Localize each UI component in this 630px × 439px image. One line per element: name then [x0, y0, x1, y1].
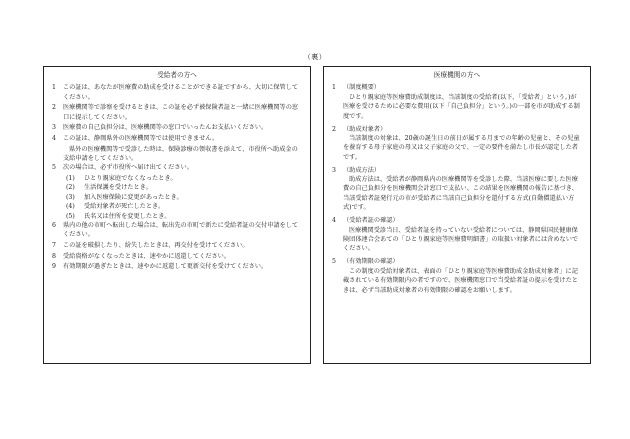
sub-list-item [52, 212, 302, 221]
item-number: 3 [52, 124, 56, 132]
section-number: 3 [332, 166, 336, 174]
section-heading: （有効期限の確認） [343, 258, 399, 266]
section-body: 医療機関受診当日、受給者証を持っていない受給者については、静岡県国民健康保険団体連合会あての「ひとり親家庭等医療費明細書」の取扱い対象者には含めないでください。 [343, 226, 579, 253]
section-body: 当該制度の対象は、20歳の誕生日の前日が属する月までの年齢の児童と、その児童を養育する母子家庭の母又は父子家庭の父で、一定の要件を満たし市長が認定した者です。 [343, 134, 580, 161]
sub-item-text: ひとり親家庭でなくなったとき。 [84, 175, 177, 182]
sub-item-number: (1) [66, 175, 75, 182]
section-number: 4 [332, 217, 336, 225]
item-text: 有効期限が過ぎたときは、速やかに返還して更新交付を受けてください。 [63, 263, 268, 271]
section-number: 1 [332, 84, 336, 92]
list-item [52, 134, 302, 143]
section-number: 5 [332, 258, 336, 266]
section-heading: （助成対象者） [343, 125, 387, 133]
item-text: この証を破損したり、紛失したときは、再交付を受けてください。 [63, 242, 249, 250]
item-text: 次の場合は、必ず市役所へ届け出てください。 [63, 164, 193, 172]
item-number: 9 [52, 263, 56, 271]
list-item [52, 103, 302, 122]
item-text: この証は、あなたが医療費の助成を受けることができる証ですから、大切に保管してください。 [63, 84, 299, 101]
list-item [52, 123, 302, 132]
recipient-notice-title: 受給者の方へ [157, 71, 197, 79]
sub-item-number: (3) [66, 193, 75, 201]
medical-institution-notice-box [323, 66, 591, 364]
page-side-label: （裏） [303, 53, 327, 61]
item-text: 県内の他の市町へ転出した場合は、転出先の市町で新たに受給者証の交付申請をしてください。 [63, 222, 299, 239]
section-number: 2 [332, 125, 336, 133]
item-text: 医療機関等で診察を受けるときは、この証を必ず被保険者証と一緒に医療機関等の窓口に提示してください。 [63, 104, 299, 121]
list-item [52, 163, 302, 172]
item-text: この証は、静岡県外の医療機関等では使用できません。 [63, 135, 219, 142]
notice-section [332, 125, 582, 163]
sub-list-item [52, 174, 302, 183]
section-heading: （受給者証の確認） [343, 217, 399, 225]
list-item [52, 262, 302, 271]
item-text: 受給資格がなくなったときは、速やかに返還してください。 [63, 252, 231, 260]
item-number: 4 [52, 135, 56, 142]
sub-item-text: 加入医療保険に変更があったとき。 [84, 193, 183, 201]
section-body: この制度の受給対象者は、表面の「ひとり親家庭等医療費助成金助成対象者」に記載されている有効期限内の者ですので、医療機関窓口で当受給者証の提示を受けたときは、必ず当該助成対象者の有効期限の確認をお願いします。 [343, 267, 578, 294]
sub-list-item [52, 183, 302, 192]
medical-institution-notice-title: 医療機関の方へ [433, 71, 481, 79]
list-item [52, 241, 302, 250]
sub-list-item [52, 202, 302, 211]
item-number: 8 [52, 252, 56, 260]
notice-section [332, 257, 582, 295]
sub-item-number: (2) [66, 184, 75, 192]
item-number: 2 [52, 104, 56, 112]
item-note: 県外の医療機関等で受診した時は、保険診療の領収書を添えて、市役所へ助成金の支給申請をしてください。 [63, 145, 298, 162]
recipient-notice-box [43, 66, 311, 364]
section-body: 助成方法は、受給者が静岡県内の医療機関等を受診した際、当該医療に要した医療費の自己負担分を医療機関会計窓口で支払い、この結果を医療機関の報告に基づき、当該受給者証発行元の市が受給者に当該自己負担分を還付する方式(自動償還払い方式)です。 [343, 176, 578, 212]
sub-item-text: 生活保護を受けたとき。 [84, 184, 152, 192]
list-item [52, 221, 302, 240]
sub-list-item [52, 193, 302, 202]
item-number: 5 [52, 164, 56, 172]
sub-item-text: 受給対象者が死亡したとき。 [84, 203, 165, 211]
section-body: ひとり親家庭等医療費助成制度は、当該制度の受給者(以下、「受給者」という。)が医療を受けるために必要な費用(以下「自己負担分」という。)の一部を市が助成する制度です。 [343, 93, 580, 120]
notice-section [332, 166, 582, 213]
item-number: 7 [52, 242, 56, 250]
notice-section [332, 216, 582, 254]
sub-item-text: 氏名又は住所を変更したとき。 [84, 212, 171, 220]
section-heading: （制度概要） [343, 84, 381, 92]
list-item [52, 83, 302, 102]
notice-section [332, 83, 582, 121]
section-heading: （助成方法） [343, 166, 381, 174]
sub-item-number: (4) [66, 203, 75, 211]
item-number: 6 [52, 222, 56, 230]
item-text: 医療費の自己負担分は、医療機関等の窓口でいったんお支払いください。 [63, 124, 268, 132]
item-number: 1 [52, 84, 56, 92]
sub-item-number: (5) [66, 212, 75, 220]
list-item [52, 252, 302, 261]
